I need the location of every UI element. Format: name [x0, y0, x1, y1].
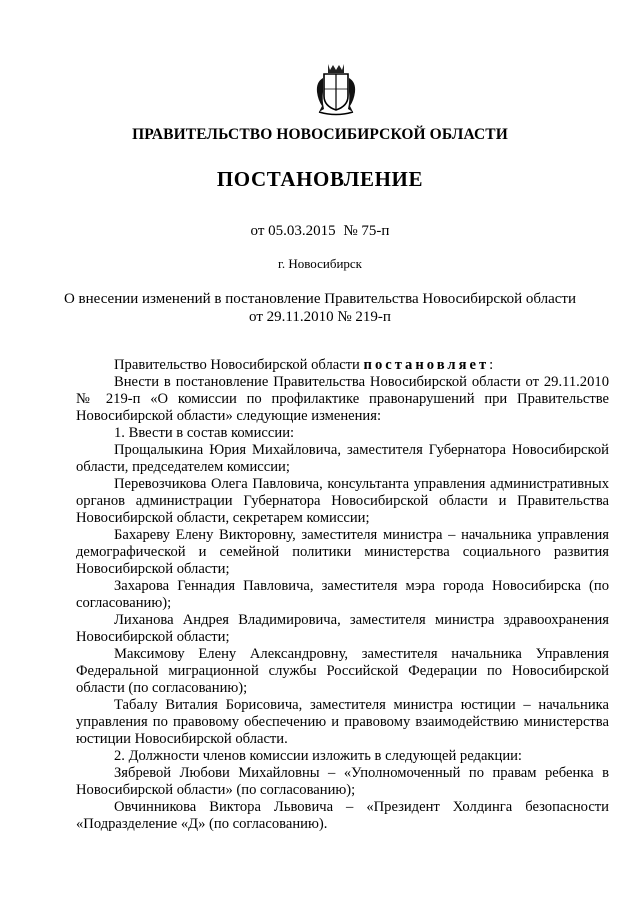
body-paragraph: 1. Ввести в состав комиссии:	[114, 425, 295, 441]
intro-text: Правительство Новосибирской области	[114, 357, 364, 373]
document-date: от 05.03.2015	[250, 223, 336, 239]
document-city: г. Новосибирск	[277, 256, 362, 271]
body-paragraph: 2. Должности членов комиссии изложить в следующей редакции:	[114, 748, 522, 764]
document-type-title: ПОСТАНОВЛЕНИЕ	[216, 167, 424, 191]
intro-paragraph	[76, 357, 609, 374]
body-paragraph: Перевозчикова Олега Павловича, консультанта управления административных органов администрации Губернатора Новосибирской области и Правительства Новосибирской области, секретарем комиссии;	[76, 476, 609, 526]
body-paragraph: Максимову Елену Александровну, заместителя начальника Управления Федеральной миграционной службы Российской Федерации по Новосибирской области (по согласованию);	[76, 646, 609, 696]
intro-end: :	[489, 357, 494, 373]
intro-spaced-verb: постановляет	[363, 357, 490, 373]
subject-line-2: от 29.11.2010 № 219-п	[249, 309, 391, 325]
document-body	[76, 357, 609, 833]
document-number: № 75-п	[343, 223, 390, 239]
document-subject	[0, 290, 640, 326]
organization-title: ПРАВИТЕЛЬСТВО НОВОСИБИРСКОЙ ОБЛАСТИ	[132, 126, 508, 143]
body-paragraph: Прощалыкина Юрия Михайловича, заместителя Губернатора Новосибирской области, председателем комиссии;	[76, 442, 609, 475]
body-paragraph: Табалу Виталия Борисовича, заместителя министра юстиции – начальника управления по правовому обеспечению и правовому взаимодействию министерства юстиции Новосибирской области.	[76, 697, 609, 747]
body-paragraph: Зябревой Любови Михайловны – «Уполномоченный по правам ребенка в Новосибирской области» (по согласованию);	[76, 765, 609, 798]
body-paragraph: Внести в постановление Правительства Новосибирской области от 29.11.2010 № 219-п «О комиссии по профилактике правонарушений при Правительстве Новосибирской области» следующие изменения:	[76, 374, 609, 424]
body-paragraph: Захарова Геннадия Павловича, заместителя мэра города Новосибирска (по согласованию);	[76, 578, 609, 611]
body-paragraph: Лиханова Андрея Владимировича, заместителя министра здравоохранения Новосибирской области;	[76, 612, 609, 645]
novosibirsk-coat-of-arms-icon	[313, 62, 359, 116]
body-paragraph: Бахареву Елену Викторовну, заместителя министра – начальника управления демографической и семейной политики министерства социального развития Новосибирской области;	[76, 527, 609, 577]
body-paragraph: Овчинникова Виктора Львовича – «Президент Холдинга безопасности «Подразделение «Д» (по согласованию).	[76, 799, 609, 832]
subject-line-1: О внесении изменений в постановление Правительства Новосибирской области	[63, 291, 577, 307]
document-date-number	[0, 223, 640, 240]
